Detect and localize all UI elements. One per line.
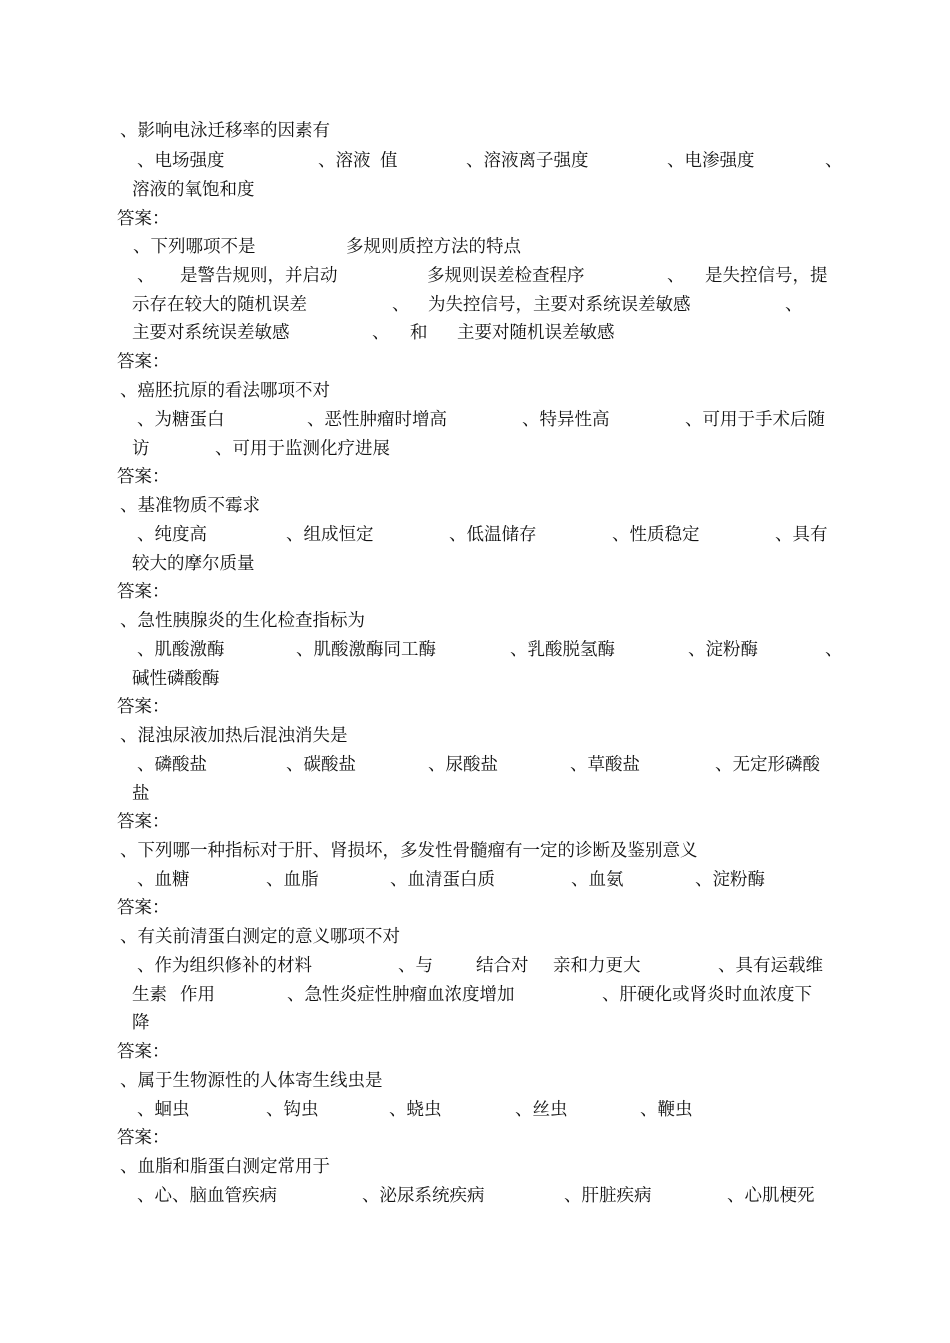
option-text: 、溶液离子强度 [466, 151, 589, 171]
question-stem: 、下列哪一种指标对于肝、肾损坏，多发性骨髓瘤有一定的诊断及鉴别意义 [120, 841, 698, 861]
option-text: 、 [825, 151, 843, 171]
answer-label: 答案： [117, 582, 170, 602]
option-text: 、钩虫 [266, 1100, 319, 1120]
question-stem: 、影响电泳迁移率的因素有 [120, 121, 330, 141]
question-stem-line [0, 609, 950, 633]
option-text: 多规则误差检查程序 [427, 266, 585, 286]
question-stem-line [0, 235, 950, 259]
question-stem: 、属于生物源性的人体寄生线虫是 [120, 1071, 383, 1091]
question-stem: 、下列哪项不是 [133, 237, 256, 257]
option-line [0, 667, 950, 691]
option-line [0, 264, 950, 288]
answer-line [0, 896, 950, 920]
answer-label: 答案： [117, 1128, 170, 1148]
answer-label: 答案： [117, 812, 170, 832]
option-text: 、碳酸盐 [286, 755, 356, 775]
question-stem: 、有关前清蛋白测定的意义哪项不对 [120, 927, 400, 947]
question-stem-line [0, 724, 950, 748]
option-text: 盐 [132, 784, 150, 804]
option-text: 、血糖 [137, 870, 190, 890]
option-line [0, 1098, 950, 1122]
option-line [0, 1011, 950, 1035]
option-text: 较大的摩尔质量 [132, 554, 255, 574]
option-line [0, 408, 950, 432]
option-text: 作用 [180, 985, 215, 1005]
option-text: 、血脂 [266, 870, 319, 890]
option-text: 、尿酸盐 [428, 755, 498, 775]
answer-line [0, 1126, 950, 1150]
answer-line [0, 350, 950, 374]
option-text: 、 [392, 295, 410, 315]
option-text: 、无定形磷酸 [715, 755, 820, 775]
option-text: 、蛔虫 [137, 1100, 190, 1120]
option-text: 为失控信号，主要对系统误差敏感 [428, 295, 691, 315]
option-text: 、电渗强度 [667, 151, 755, 171]
option-text: 、可用于监测化疗进展 [215, 439, 390, 459]
option-text: 、蛲虫 [389, 1100, 442, 1120]
answer-label: 答案： [117, 898, 170, 918]
question-stem: 、基准物质不霉求 [120, 496, 260, 516]
option-text: 、作为组织修补的材料 [137, 956, 312, 976]
option-text: 、 [372, 323, 390, 343]
option-text: 生素 [132, 985, 167, 1005]
question-stem-line [0, 1155, 950, 1179]
question-stem: 、急性胰腺炎的生化检查指标为 [120, 611, 365, 631]
option-text: 、淀粉酶 [695, 870, 765, 890]
option-text: 、血氨 [571, 870, 624, 890]
answer-label: 答案： [117, 209, 170, 229]
option-text: 、 [825, 640, 843, 660]
option-text: 溶液的氧饱和度 [132, 180, 255, 200]
option-text: 、丝虫 [515, 1100, 568, 1120]
option-text: 、肌酸激酶同工酶 [296, 640, 436, 660]
option-line [0, 293, 950, 317]
option-text: 、 [137, 266, 155, 286]
option-text: 、草酸盐 [570, 755, 640, 775]
option-text: 、血清蛋白质 [390, 870, 495, 890]
option-text: 、 [667, 266, 685, 286]
option-line [0, 868, 950, 892]
option-line [0, 552, 950, 576]
option-text: 、具有 [775, 525, 828, 545]
option-text: 亲和力更大 [553, 956, 641, 976]
answer-label: 答案： [117, 1042, 170, 1062]
option-text: 、急性炎症性肿瘤血浓度增加 [287, 985, 515, 1005]
option-text: 是警告规则，并启动 [180, 266, 338, 286]
question-stem-line [0, 119, 950, 143]
question-stem: 、血脂和脂蛋白测定常用于 [120, 1157, 330, 1177]
option-text: 降 [132, 1013, 150, 1033]
option-text: 、肌酸激酶 [137, 640, 225, 660]
answer-line [0, 580, 950, 604]
option-line [0, 523, 950, 547]
option-text: 、肝硬化或肾炎时血浓度下 [602, 985, 812, 1005]
answer-line [0, 1040, 950, 1064]
question-stem: 、癌胚抗原的看法哪项不对 [120, 381, 330, 401]
answer-label: 答案： [117, 697, 170, 717]
option-text: 、具有运载维 [718, 956, 823, 976]
option-line [0, 1184, 950, 1208]
option-text: 、乳酸脱氢酶 [510, 640, 615, 660]
option-text: 、性质稳定 [612, 525, 700, 545]
option-line [0, 178, 950, 202]
answer-label: 答案： [117, 467, 170, 487]
option-line [0, 753, 950, 777]
option-text: 、恶性肿瘤时增高 [307, 410, 447, 430]
option-line [0, 983, 950, 1007]
option-text: 、为糖蛋白 [137, 410, 225, 430]
option-text: 是失控信号，提 [705, 266, 828, 286]
answer-line [0, 207, 950, 231]
question-stem-line [0, 839, 950, 863]
option-text: 、可用于手术后随 [685, 410, 825, 430]
question-stem-line [0, 494, 950, 518]
question-stem-line [0, 1069, 950, 1093]
option-text: 、淀粉酶 [688, 640, 758, 660]
option-text: 、纯度高 [137, 525, 207, 545]
question-stem-tail: 多规则质控方法的特点 [346, 237, 521, 257]
answer-label: 答案： [117, 352, 170, 372]
option-line [0, 638, 950, 662]
option-text: 值 [380, 151, 398, 171]
option-text: 、鞭虫 [640, 1100, 693, 1120]
option-text: 、 [785, 295, 803, 315]
option-text: 、心、脑血管疾病 [137, 1186, 277, 1206]
question-stem: 、混浊尿液加热后混浊消失是 [120, 726, 348, 746]
option-text: 主要对系统误差敏感 [132, 323, 290, 343]
option-line [0, 321, 950, 345]
option-text: 、泌尿系统疾病 [362, 1186, 485, 1206]
answer-line [0, 695, 950, 719]
question-stem-line [0, 925, 950, 949]
option-line [0, 149, 950, 173]
option-text: 结合对 [476, 956, 529, 976]
option-text: 、低温储存 [449, 525, 537, 545]
option-text: 访 [132, 439, 150, 459]
option-line [0, 954, 950, 978]
option-text: 主要对随机误差敏感 [457, 323, 615, 343]
question-stem-line [0, 379, 950, 403]
option-text: 、心肌梗死 [727, 1186, 815, 1206]
option-text: 、磷酸盐 [137, 755, 207, 775]
option-text: 、溶液 [318, 151, 371, 171]
answer-line [0, 465, 950, 489]
option-line [0, 782, 950, 806]
option-text: 示存在较大的随机误差 [132, 295, 307, 315]
option-text: 和 [410, 323, 428, 343]
option-text: 、特异性高 [522, 410, 610, 430]
option-line [0, 437, 950, 461]
option-text: 碱性磷酸酶 [132, 669, 220, 689]
option-text: 、电场强度 [137, 151, 225, 171]
option-text: 、肝脏疾病 [564, 1186, 652, 1206]
option-text: 、组成恒定 [286, 525, 374, 545]
answer-line [0, 810, 950, 834]
option-text: 、与 [398, 956, 433, 976]
